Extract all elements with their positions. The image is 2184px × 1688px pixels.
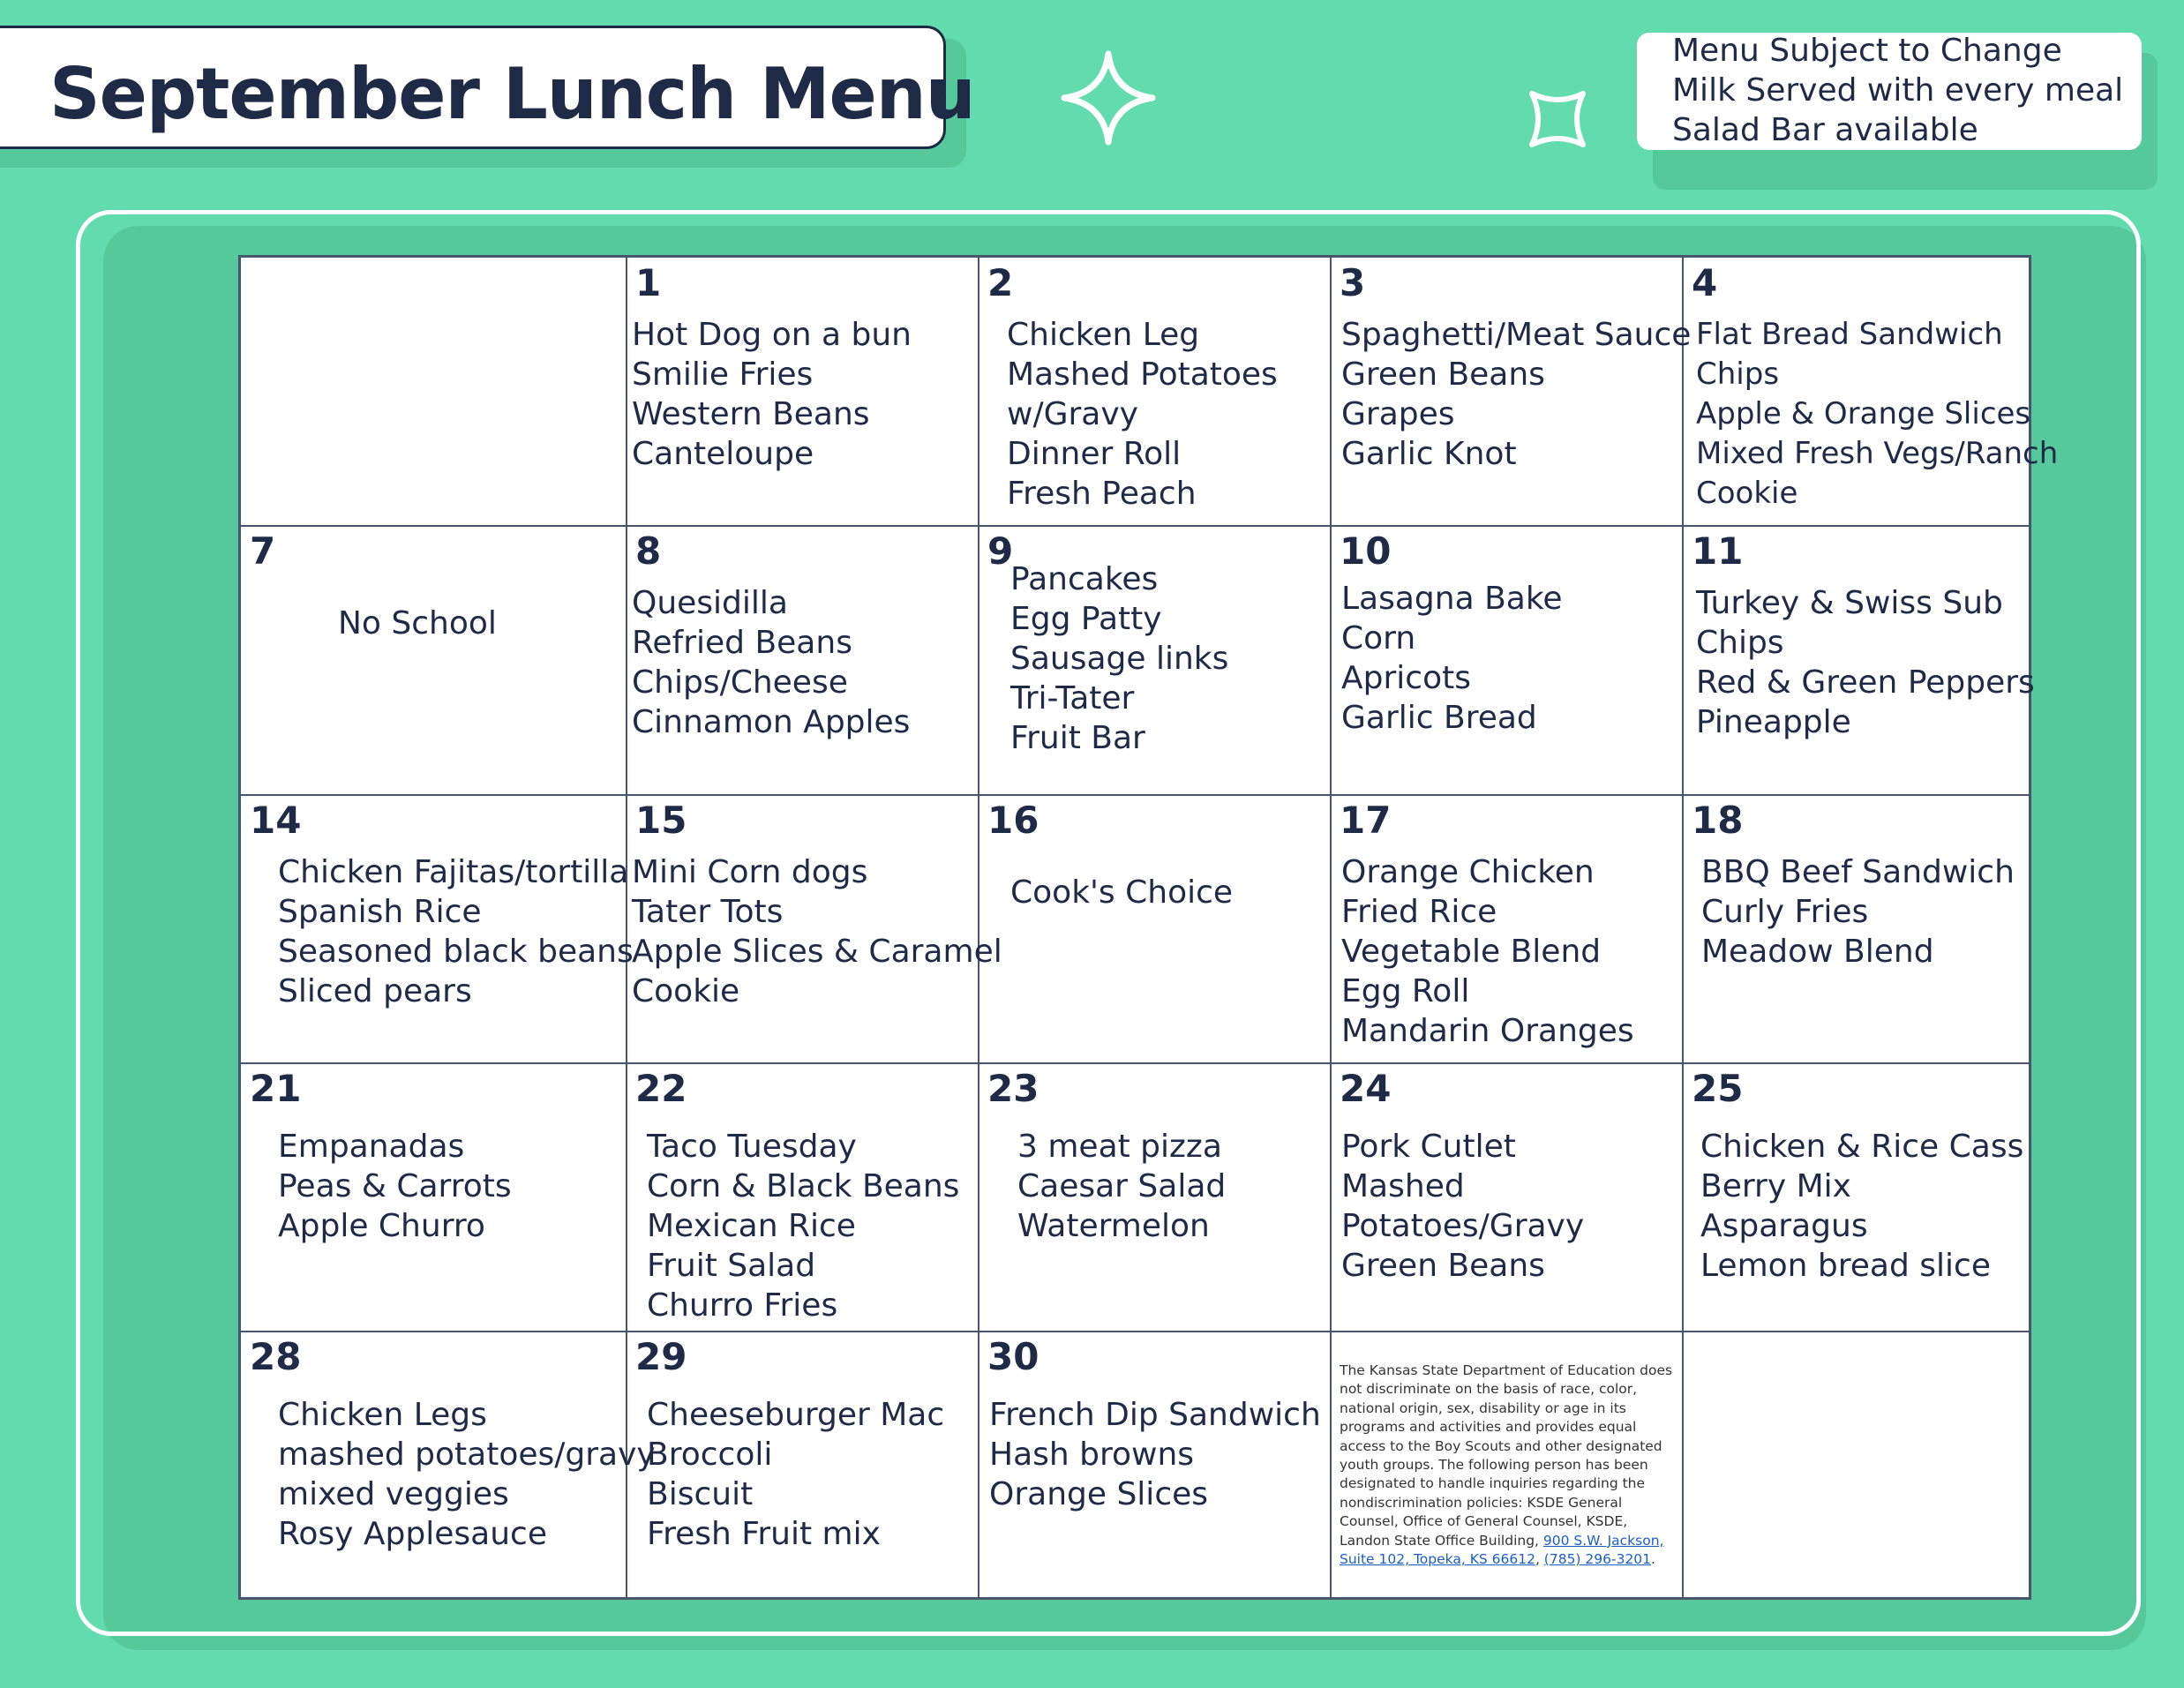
- menu-item: Pancakes: [1010, 561, 1159, 597]
- menu-item: Cookie: [1696, 476, 1798, 511]
- menu-item: Quesidilla: [632, 585, 788, 621]
- menu-item: Sliced pears: [278, 973, 472, 1009]
- menu-item: mixed veggies: [278, 1476, 509, 1512]
- day-number: 4: [1692, 261, 1718, 304]
- address-link[interactable]: 900 S.W. Jackson, Suite 102, Topeka, KS 66612: [1340, 1532, 1664, 1568]
- calendar-cell-day-8: [627, 526, 979, 795]
- menu-item: BBQ Beef Sandwich: [1701, 854, 2015, 890]
- day-number: 30: [987, 1335, 1039, 1378]
- menu-item: Pork Cutlet: [1341, 1129, 1516, 1165]
- calendar-cell-day-17: [1331, 795, 1683, 1063]
- menu-item: Fried Rice: [1341, 894, 1497, 930]
- nondiscrimination-notice: [1340, 1362, 1673, 1569]
- menu-item: Canteloupe: [632, 436, 814, 472]
- menu-item: Apple & Orange Slices: [1696, 396, 2031, 431]
- menu-item: Tri-Tater: [1010, 680, 1135, 716]
- calendar-cell-day-22: [627, 1063, 979, 1332]
- menu-item: Mashed Potatoes: [1007, 356, 1278, 393]
- menu-items: [1341, 852, 1634, 1051]
- menu-items: [1007, 315, 1278, 514]
- menu-item: French Dip Sandwich: [989, 1397, 1321, 1433]
- day-number: 11: [1692, 529, 1744, 573]
- menu-items: [632, 315, 912, 474]
- notice-end: .: [1651, 1551, 1655, 1568]
- menu-items: [647, 1127, 959, 1325]
- sparkle-star-icon: [1059, 49, 1158, 147]
- menu-item: Chips: [1696, 625, 1784, 661]
- calendar-cell-day-10: [1331, 526, 1683, 795]
- phone-link[interactable]: (785) 296-3201: [1543, 1551, 1652, 1568]
- menu-item: Mandarin Oranges: [1341, 1013, 1634, 1049]
- calendar-cell-day-1: [627, 258, 979, 526]
- calendar-cell-day-25: [1683, 1063, 2034, 1332]
- menu-item: Garlic Bread: [1341, 700, 1537, 736]
- day-number: 15: [635, 799, 687, 842]
- calendar-cell-day-4: [1683, 258, 2059, 526]
- menu-item: 3 meat pizza: [1017, 1129, 1222, 1165]
- menu-item: Chips: [1696, 356, 1780, 392]
- menu-item: Hash browns: [989, 1437, 1195, 1473]
- calendar-cell-day-2: [979, 258, 1331, 526]
- menu-item: Mixed Fresh Vegs/Ranch: [1696, 436, 2059, 471]
- day-number: 8: [635, 529, 662, 573]
- calendar-cell-day-21: [241, 1063, 627, 1332]
- menu-items: [632, 583, 910, 742]
- menu-item: Dinner Roll: [1007, 436, 1182, 472]
- menu-items: [278, 1127, 512, 1246]
- day-number: 7: [250, 529, 276, 573]
- title-banner: [0, 26, 975, 149]
- menu-items: [1341, 579, 1563, 738]
- day-number: 9: [987, 529, 1014, 573]
- day-number: 10: [1340, 529, 1392, 573]
- page-title: September Lunch Menu: [49, 53, 975, 135]
- menu-item: Egg Roll: [1341, 973, 1470, 1009]
- menu-item: Biscuit: [647, 1476, 754, 1512]
- menu-item: Peas & Carrots: [278, 1168, 512, 1204]
- calendar-cell-day-3: [1331, 258, 1692, 526]
- menu-item: Meadow Blend: [1701, 934, 1934, 970]
- menu-item: Egg Patty: [1010, 601, 1162, 637]
- day-number: 14: [250, 799, 302, 842]
- menu-item: Hot Dog on a bun: [632, 317, 912, 353]
- menu-items: [647, 1395, 944, 1554]
- menu-item: Turkey & Swiss Sub: [1696, 585, 2003, 621]
- menu-item: w/Gravy: [1007, 396, 1138, 432]
- small-star-icon: [1527, 88, 1588, 150]
- calendar-cell-day-16: [979, 795, 1331, 1063]
- menu-items: [1696, 583, 2035, 742]
- menu-item: Cookie: [632, 973, 740, 1009]
- calendar-cell-day-24: [1331, 1063, 1683, 1332]
- menu-item: Red & Green Peppers: [1696, 664, 2035, 701]
- menu-items: [1701, 852, 2015, 972]
- calendar-cell-blank: [241, 258, 627, 526]
- calendar-cell-day-7: [241, 526, 627, 795]
- menu-item: Berry Mix: [1700, 1168, 1851, 1204]
- menu-items: [632, 852, 1002, 1011]
- day-number: 29: [635, 1335, 687, 1378]
- calendar-cell-day-23: [979, 1063, 1331, 1332]
- day-number: 24: [1340, 1067, 1392, 1110]
- menu-items: [1010, 559, 1228, 758]
- menu-item: Fresh Peach: [1007, 476, 1197, 512]
- menu-item: Corn & Black Beans: [647, 1168, 960, 1204]
- menu-item: Curly Fries: [1701, 894, 1869, 930]
- menu-item: Orange Chicken: [1341, 854, 1595, 890]
- menu-items: [1017, 1127, 1226, 1246]
- calendar-cell-day-14: [241, 795, 634, 1063]
- menu-items: [1700, 1127, 2023, 1286]
- menu-item: Garlic Knot: [1341, 436, 1517, 472]
- menu-item: Fruit Bar: [1010, 720, 1145, 756]
- day-number: 3: [1340, 261, 1366, 304]
- calendar-cell-day-28: [241, 1332, 656, 1600]
- menu-item: Chicken Fajitas/tortilla: [278, 854, 629, 890]
- menu-item: Empanadas: [278, 1129, 465, 1165]
- menu-item: Western Beans: [632, 396, 870, 432]
- day-number: 17: [1340, 799, 1392, 842]
- menu-item: Chips/Cheese: [632, 664, 848, 701]
- menu-item: Tater Tots: [632, 894, 784, 930]
- day-number: 25: [1692, 1067, 1744, 1110]
- menu-items: [1010, 873, 1233, 912]
- note-milk: Milk Served with every meal: [1672, 72, 2124, 109]
- menu-item: Lasagna Bake: [1341, 581, 1563, 617]
- menu-item: Refried Beans: [632, 625, 852, 661]
- menu-item: mashed potatoes/gravy: [278, 1437, 656, 1473]
- calendar-cell-day-18: [1683, 795, 2034, 1063]
- menu-item: Grapes: [1341, 396, 1455, 432]
- menu-item: Green Beans: [1341, 1248, 1545, 1284]
- menu-item: Potatoes/Gravy: [1341, 1208, 1585, 1244]
- menu-item: Corn: [1341, 620, 1416, 656]
- menu-item: Broccoli: [647, 1437, 773, 1473]
- menu-item: Cook's Choice: [1010, 874, 1234, 911]
- day-number: 16: [987, 799, 1039, 842]
- menu-item: Cinnamon Apples: [632, 704, 911, 740]
- calendar-cell-day-30: [979, 1332, 1331, 1600]
- menu-item: Mexican Rice: [647, 1208, 856, 1244]
- menu-item: Apricots: [1341, 660, 1471, 696]
- calendar-grid: [238, 255, 2059, 1600]
- menu-item: Mini Corn dogs: [632, 854, 868, 890]
- menu-item: Sausage links: [1010, 641, 1229, 677]
- notice-text: The Kansas State Department of Education does not discriminate on the basis of race, color, national origin, sex, disability or age in its programs and activities and provides equal access to the Boy Scouts and other designated youth groups. The following person has been designated to handle inquiries regarding the nondiscrimination policies: KSDE General Counsel, Office of General Counsel, KSDE, Landon State Office Building,: [1340, 1362, 1673, 1549]
- menu-item: Pineapple: [1696, 704, 1851, 740]
- notice-separator: ,: [1535, 1551, 1544, 1568]
- menu-item: Vegetable Blend: [1341, 934, 1602, 970]
- day-number: 1: [635, 261, 662, 304]
- note-menu-change: Menu Subject to Change: [1672, 33, 2062, 69]
- menu-items: [338, 604, 497, 643]
- calendar-cell-day-29: [627, 1332, 979, 1600]
- calendar-cell-day-15: [627, 795, 1002, 1063]
- day-number: 23: [987, 1067, 1039, 1110]
- menu-item: Lemon bread slice: [1700, 1248, 1991, 1284]
- menu-item: Rosy Applesauce: [278, 1516, 547, 1552]
- menu-item: Apple Churro: [278, 1208, 485, 1244]
- menu-item: Watermelon: [1017, 1208, 1210, 1244]
- menu-items: [1341, 315, 1691, 474]
- menu-item: No School: [338, 605, 497, 641]
- menu-items: [1696, 315, 2058, 514]
- menu-item: Cheeseburger Mac: [647, 1397, 945, 1433]
- menu-item: Chicken & Rice Cass: [1700, 1129, 2024, 1165]
- menu-item: Spaghetti/Meat Sauce: [1341, 317, 1692, 353]
- menu-item: Smilie Fries: [632, 356, 814, 393]
- calendar-cell-day-9: [979, 526, 1331, 795]
- menu-item: Flat Bread Sandwich: [1696, 317, 2003, 352]
- menu-item: Fruit Salad: [647, 1248, 816, 1284]
- menu-item: Chicken Leg: [1007, 317, 1200, 353]
- menu-item: Fresh Fruit mix: [647, 1516, 881, 1552]
- menu-item: Churro Fries: [647, 1287, 838, 1324]
- menu-item: Seasoned black beans: [278, 934, 634, 970]
- menu-items: [278, 1395, 656, 1554]
- day-number: 28: [250, 1335, 302, 1378]
- calendar-cell-blank: [1683, 1332, 2034, 1600]
- day-number: 18: [1692, 799, 1744, 842]
- notes-box: [1637, 33, 2142, 150]
- menu-item: Taco Tuesday: [647, 1129, 857, 1165]
- menu-item: Orange Slices: [989, 1476, 1209, 1512]
- menu-item: Spanish Rice: [278, 894, 482, 930]
- menu-item: Asparagus: [1700, 1208, 1868, 1244]
- menu-item: Green Beans: [1341, 356, 1545, 393]
- menu-items: [1341, 1127, 1584, 1286]
- day-number: 2: [987, 261, 1014, 304]
- menu-items: [278, 852, 634, 1011]
- nondiscrimination-notice-cell: [1331, 1332, 1683, 1600]
- menu-items: [989, 1395, 1321, 1514]
- day-number: 22: [635, 1067, 687, 1110]
- calendar-cell-day-11: [1683, 526, 2034, 795]
- menu-item: Mashed: [1341, 1168, 1465, 1204]
- menu-item: Chicken Legs: [278, 1397, 487, 1433]
- note-salad-bar: Salad Bar available: [1672, 112, 1978, 148]
- menu-item: Apple Slices & Caramel: [632, 934, 1002, 970]
- menu-item: Caesar Salad: [1017, 1168, 1227, 1204]
- day-number: 21: [250, 1067, 302, 1110]
